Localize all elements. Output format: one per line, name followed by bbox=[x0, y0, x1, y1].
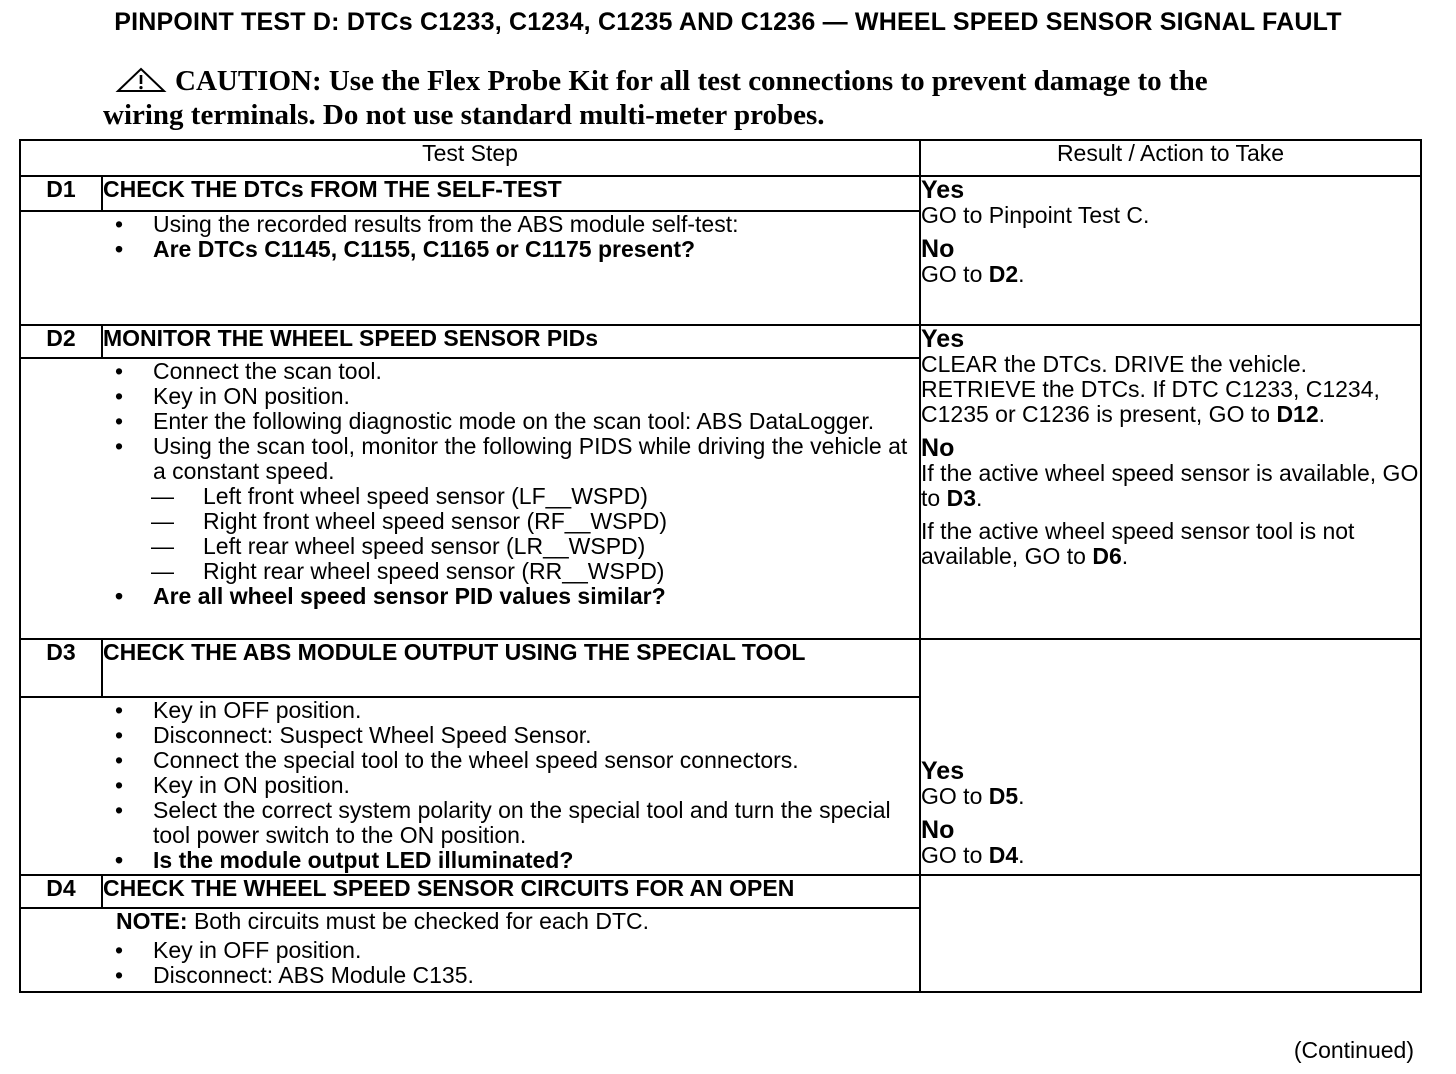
sub-list-item: — Right front wheel speed sensor (RF__WSPD) bbox=[151, 508, 668, 534]
list-item: • Are DTCs C1145, C1155, C1165 or C1175 present? bbox=[115, 236, 696, 262]
step-title: CHECK THE ABS MODULE OUTPUT USING THE SPECIAL TOOL bbox=[102, 639, 920, 697]
step-link: D6 bbox=[1092, 543, 1122, 569]
sub-list-item: — Left front wheel speed sensor (LF__WSPD) bbox=[151, 483, 648, 509]
table-header-row bbox=[20, 140, 1421, 176]
step-title: CHECK THE DTCs FROM THE SELF-TEST bbox=[102, 176, 920, 211]
step-link: D12 bbox=[1276, 401, 1319, 427]
list-item: • Key in ON position. bbox=[115, 772, 350, 798]
header-result: Result / Action to Take bbox=[920, 140, 1421, 176]
step-title: MONITOR THE WHEEL SPEED SENSOR PIDs bbox=[102, 325, 920, 358]
step-id: D4 bbox=[20, 875, 102, 908]
step-body bbox=[20, 358, 920, 639]
list-item: • Key in OFF position. bbox=[115, 697, 362, 723]
step-title: CHECK THE WHEEL SPEED SENSOR CIRCUITS FOR AN OPEN bbox=[102, 875, 920, 908]
list-item: • Using the scan tool, monitor the following PIDS while driving the vehicle at a constant speed. — Left front wheel speed sensor (LF__WSPD) — Right front wheel speed sensor (RF__WSPD) — Left rear wheel speed sensor (LR__WSPD) — Right rear wheel speed sensor (RR__WSPD) bbox=[21, 434, 919, 584]
step-body bbox=[20, 211, 920, 325]
page-title: PINPOINT TEST D: DTCs C1233, C1234, C1235 AND C1236 — WHEEL SPEED SENSOR SIGNAL FAULT bbox=[114, 8, 1342, 36]
no-label: No bbox=[921, 434, 955, 462]
list-item: • Select the correct system polarity on the special tool and turn the special tool power switch to the ON position. bbox=[115, 797, 891, 848]
step-body bbox=[20, 908, 920, 992]
list-item: • Using the recorded results from the ABS module self-test: bbox=[115, 211, 739, 237]
list-item: • Are all wheel speed sensor PID values similar? bbox=[115, 583, 666, 609]
continued-label: (Continued) bbox=[1293, 1037, 1414, 1063]
header-test-step: Test Step bbox=[20, 140, 920, 176]
step-link: D5 bbox=[988, 783, 1019, 809]
step-link: D4 bbox=[988, 842, 1019, 868]
no-label: No bbox=[921, 235, 955, 263]
step-id: D2 bbox=[20, 325, 102, 358]
warning-triangle-icon bbox=[115, 67, 167, 100]
step-id: D3 bbox=[20, 639, 102, 697]
caution-block bbox=[103, 66, 1363, 131]
no-action: If the active wheel speed sensor is available, GO to D3. bbox=[921, 460, 1419, 511]
step-title-row bbox=[20, 875, 1421, 908]
list-item: • Connect the scan tool. bbox=[115, 358, 382, 384]
list-item: • Enter the following diagnostic mode on the scan tool: ABS DataLogger. bbox=[115, 408, 875, 434]
step-title-row bbox=[20, 325, 1421, 358]
caution-line-2: wiring terminals. Do not use standard multi-meter probes. bbox=[103, 99, 825, 131]
step-link: D3 bbox=[946, 485, 976, 511]
step-result bbox=[920, 875, 1421, 992]
step-body bbox=[20, 697, 920, 875]
step-link: D2 bbox=[988, 261, 1019, 287]
yes-action: GO to D5. bbox=[921, 783, 1025, 809]
step-title-row bbox=[20, 639, 1421, 697]
step-result bbox=[920, 325, 1421, 639]
yes-label: Yes bbox=[921, 757, 965, 785]
list-item: • Key in OFF position. bbox=[115, 937, 362, 963]
list-item: • Key in ON position. bbox=[115, 383, 350, 409]
step-result bbox=[920, 639, 1421, 875]
list-item: • Is the module output LED illuminated? bbox=[115, 847, 574, 873]
yes-action: CLEAR the DTCs. DRIVE the vehicle. RETRIEVE the DTCs. If DTC C1233, C1234, C1235 or C1236 is present, GO to D12. bbox=[921, 351, 1380, 427]
caution-line-1: CAUTION: Use the Flex Probe Kit for all test connections to prevent damage to the bbox=[175, 65, 1208, 97]
yes-action: GO to Pinpoint Test C. bbox=[921, 202, 1150, 228]
no-action: GO to D4. bbox=[921, 842, 1025, 868]
list-item: • Connect the special tool to the wheel speed sensor connectors. bbox=[115, 747, 799, 773]
list-item: • Disconnect: Suspect Wheel Speed Sensor. bbox=[115, 722, 592, 748]
step-id: D1 bbox=[20, 176, 102, 211]
no-label: No bbox=[921, 816, 955, 844]
sub-list-item: — Left rear wheel speed sensor (LR__WSPD) bbox=[151, 533, 646, 559]
sub-list-item: — Right rear wheel speed sensor (RR__WSPD) bbox=[151, 558, 665, 584]
step-note: NOTE: Both circuits must be checked for each DTC. bbox=[116, 908, 650, 934]
pinpoint-table bbox=[19, 139, 1422, 993]
step-title-row bbox=[20, 176, 1421, 211]
list-item: • Disconnect: ABS Module C135. bbox=[115, 962, 474, 988]
no-action: GO to D2. bbox=[921, 261, 1025, 287]
no-action-alt: If the active wheel speed sensor tool is not available, GO to D6. bbox=[921, 518, 1355, 569]
yes-label: Yes bbox=[921, 176, 965, 204]
yes-label: Yes bbox=[921, 325, 965, 353]
step-result bbox=[920, 176, 1421, 325]
